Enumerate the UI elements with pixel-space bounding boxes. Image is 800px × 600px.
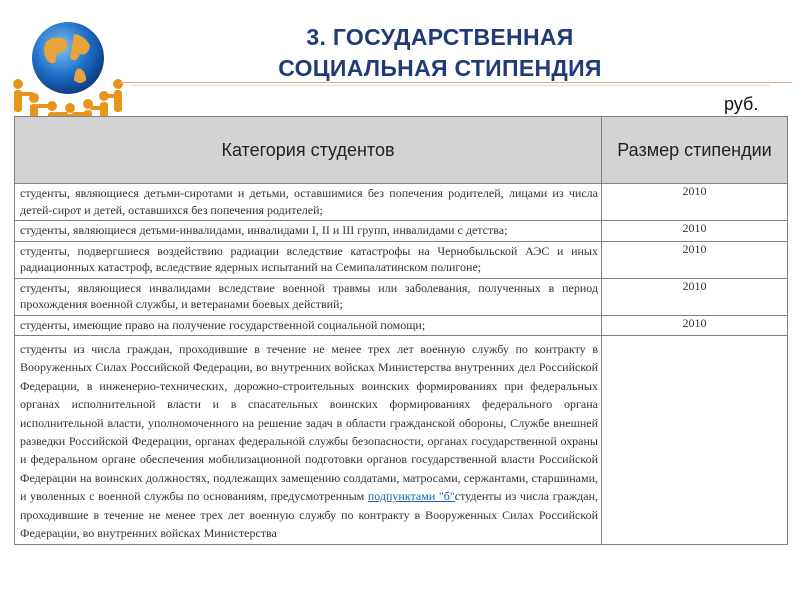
title-divider	[120, 82, 792, 83]
table-header-row	[15, 117, 788, 184]
column-header-amount: Размер стипендии	[602, 117, 788, 184]
stipend-table	[14, 116, 788, 545]
title-line-2: СОЦИАЛЬНАЯ СТИПЕНДИЯ	[278, 55, 602, 81]
row-amount: 2010	[602, 315, 788, 336]
row-amount-empty	[602, 336, 788, 545]
row-amount: 2010	[602, 278, 788, 315]
subparagraph-link[interactable]: подпунктами "б"	[367, 489, 455, 504]
table-row	[15, 221, 788, 242]
row-category: студенты, являющиеся детьми-инвалидами, инвалидами I, II и III групп, инвалидами с детства;	[15, 221, 602, 242]
row-category: студенты, имеющие право на получение государственной социальной помощи;	[15, 315, 602, 336]
row-amount: 2010	[602, 221, 788, 242]
table-row	[15, 241, 788, 278]
table-row	[15, 278, 788, 315]
row-category: студенты, являющиеся инвалидами вследствие военной травмы или заболевания, полученных в период прохождения военной службы, и ветеранами боевых действий;	[15, 278, 602, 315]
row-category: студенты, подвергшиеся воздействию радиации вследствие катастрофы на Чернобыльской АЭС и иных радиационных катастроф, вследствие ядерных испытаний на Семипалатинском полигоне;	[15, 241, 602, 278]
row-category: студенты, являющиеся детьми-сиротами и детьми, оставшимися без попечения родителей, лицами из числа детей-сирот и детей, оставшихся без попечения родителей;	[15, 184, 602, 221]
title-divider-shadow	[130, 85, 770, 86]
long-text-before: студенты из числа граждан, проходившие в течение не менее трех лет военную службу по контракту в Вооруженных Силах Российской Федерации, во внутренних войсках Министерства внутренних дел Российской Федерации, в инженерно-технических, дорожно-строительных воинских формированиях при федеральных органах исполнительной власти и в спасательных воинских формированиях федерального органа исполнительной власти, уполномоченного на решение задач в области гражданской обороны, Службе внешней разведки Российской Федерации, органах федеральной службы безопасности, органах государственной охраны и федеральном органе обеспечения мобилизационной подготовки органов государственной власти Российской Федерации на воинских должностях, подлежащих замещению солдатами, матросами, сержантами, старшинами, и уволенных с военной службы по основаниям, предусмотренным	[20, 342, 598, 504]
row-amount: 2010	[602, 241, 788, 278]
table-row	[15, 315, 788, 336]
column-header-category: Категория студентов	[15, 117, 602, 184]
row-category-long	[15, 336, 602, 545]
page-title	[200, 22, 680, 84]
currency-units: руб.	[724, 94, 759, 114]
title-line-1: 3. ГОСУДАРСТВЕННАЯ	[306, 24, 574, 50]
long-text-after: студенты из числа граждан, проходившие в течение не менее трех лет военную службу по контракту в Вооруженных Силах Российской Федерации, во внутренних войсках Министерства	[20, 489, 598, 541]
table-row-long	[15, 336, 788, 545]
row-amount: 2010	[602, 184, 788, 221]
table-row	[15, 184, 788, 221]
